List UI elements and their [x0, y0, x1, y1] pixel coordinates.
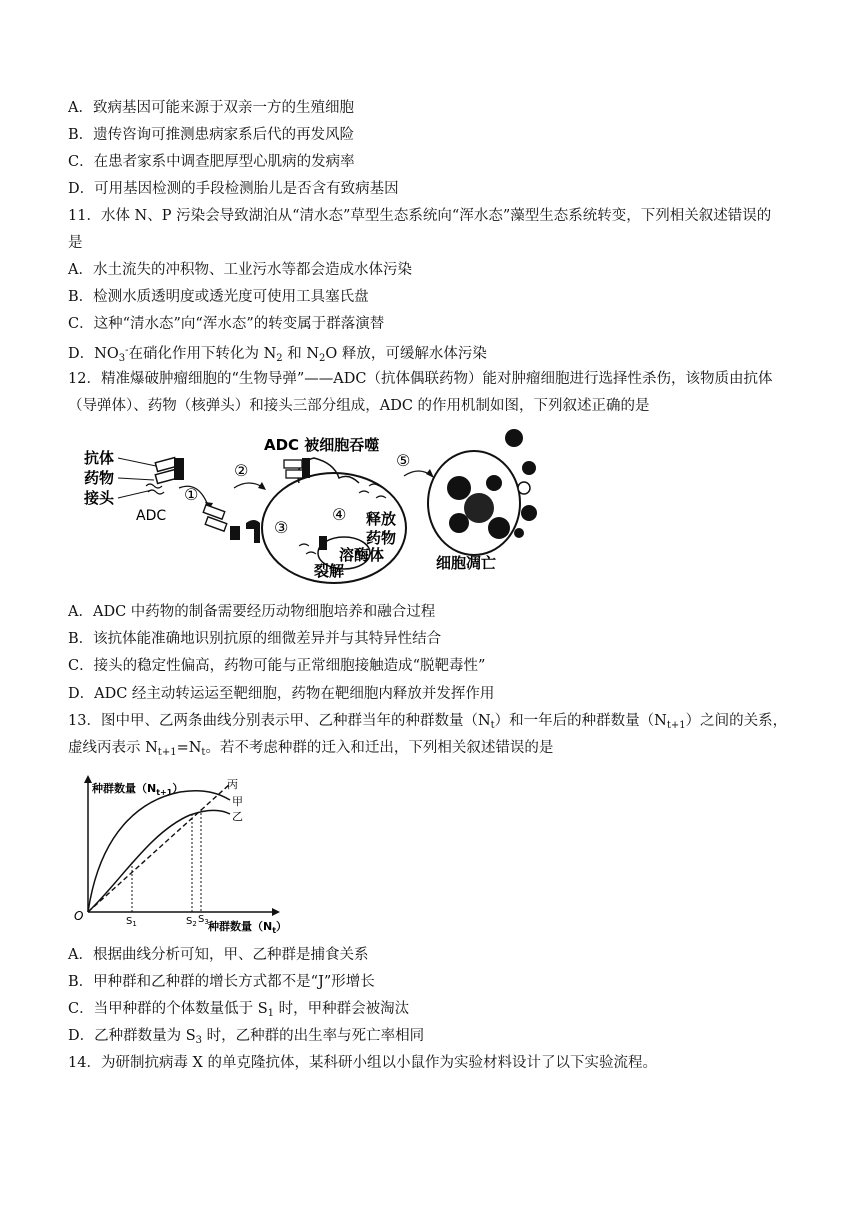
label-release-2: 药物 — [366, 529, 397, 547]
q12-stem-line1: 12．精准爆破肿瘤细胞的“生物导弹”——ADC（抗体偶联药物）能对肿瘤细胞进行选择性杀伤，该物质由抗体 — [68, 371, 773, 387]
q11-stem-line2: 是 — [68, 235, 83, 251]
adc-molecule-icon — [146, 458, 184, 494]
label-engulf: ADC 被细胞吞噬 — [264, 436, 380, 454]
q13-option-a: A．根据曲线分析可知，甲、乙种群是捕食关系 — [68, 947, 369, 963]
s3-label: $S_3$ — [198, 914, 209, 926]
q10-option-d: D．可用基因检测的手段检测胎儿是否含有致病基因 — [68, 181, 399, 197]
q12-option-d: D．ADC 经主动转运运至靶细胞，药物在靶细胞内释放并发挥作用 — [68, 686, 495, 702]
y-axis-label: 种群数量$(N_{t+1})$ — [92, 782, 184, 797]
s2-label: $S_2$ — [186, 916, 197, 928]
origin-label: O — [74, 909, 84, 923]
adc-molecule-icon — [203, 505, 240, 540]
population-curve-figure — [70, 772, 300, 934]
label-antibody: 抗体 — [84, 449, 115, 467]
q13-stem-line1: 13．图中甲、乙两条曲线分别表示甲、乙种群当年的种群数量$(N_t)$和一年后的种群数量$(N_{t+1})$之间的关系， — [68, 713, 788, 731]
label-apoptosis: 细胞凋亡 — [436, 554, 497, 572]
receptor-icon — [246, 520, 260, 543]
apoptotic-cell-icon — [428, 429, 537, 555]
step-3-label: ③ — [274, 518, 289, 537]
engulfed-adc-icon — [284, 458, 310, 478]
adc-mechanism-figure — [74, 428, 554, 588]
step-5-label: ⑤ — [396, 451, 411, 470]
q13-option-d: D．乙种群数量为 $S_3$ 时，乙种群的出生率与死亡率相同 — [68, 1028, 425, 1046]
q12-option-c: C．接头的稳定性偏高，药物可能与正常细胞接触造成“脱靶毒性” — [68, 658, 486, 674]
curve-jia-label: 甲 — [232, 795, 243, 808]
step-1-label: ① — [184, 485, 199, 504]
q11-option-b: B．检测水质透明度或透光度可使用工具塞氏盘 — [68, 289, 369, 305]
s1-label: $S_1$ — [126, 916, 137, 928]
label-adc: ADC — [136, 508, 167, 524]
q13-stem-line2: 虚线丙表示 $N_{t+1}=N_t$。若不考虑种群的迁入和迁出，下列相关叙述错误的是 — [68, 740, 554, 758]
label-drug: 药物 — [84, 469, 115, 487]
q12-stem-line2: （导弹体）、药物（核弹头）和接头三部分组成，ADC 的作用机制如图，下列叙述正确的是 — [68, 398, 650, 414]
q10-option-b: B．遗传咨询可推测患病家系后代的再发风险 — [68, 127, 355, 143]
step-4-label: ④ — [332, 505, 347, 524]
q12-option-a: A．ADC 中药物的制备需要经历动物细胞培养和融合过程 — [68, 604, 436, 620]
q11-option-a: A．水土流失的冲积物、工业污水等都会造成水体污染 — [68, 262, 412, 278]
curve-bing-label: 丙 — [227, 778, 238, 791]
q14-stem: 14．为研制抗病毒 X 的单克隆抗体，某科研小组以小鼠作为实验材料设计了以下实验流程。 — [68, 1055, 657, 1071]
curve-yi — [88, 810, 230, 912]
q11-stem-line1: 11．水体 N、P 污染会导致湖泊从“清水态”草型生态系统向“浑水态”藻型生态系统转变，下列相关叙述错误的 — [68, 208, 772, 224]
label-release-1: 释放 — [366, 510, 397, 528]
curve-jia — [88, 791, 230, 912]
step-2-label: ② — [234, 461, 249, 480]
label-lyse: 裂解 — [314, 562, 345, 580]
q10-option-a: A．致病基因可能来源于双亲一方的生殖细胞 — [68, 100, 354, 116]
x-axis-label: 种群数量$(N_t)$ — [208, 920, 288, 934]
label-lysosome: 溶酶体 — [339, 546, 385, 564]
curve-yi-label: 乙 — [232, 810, 243, 823]
curve-bing — [88, 784, 230, 912]
q13-option-b: B．甲种群和乙种群的增长方式都不是“J”形增长 — [68, 974, 375, 990]
label-linker: 接头 — [84, 489, 115, 507]
q13-option-c: C．当甲种群的个体数量低于 $S_1$ 时，甲种群会被淘汰 — [68, 1001, 410, 1019]
q11-option-c: C．这种“清水态”向“浑水态”的转变属于群落演替 — [68, 316, 385, 332]
q11-option-d: D．$NO_3^-$在硝化作用下转化为 $N_2$ 和 $N_2O$ 释放，可缓解水体污染 — [68, 345, 487, 364]
q10-option-c: C．在患者家系中调查肥厚型心肌病的发病率 — [68, 154, 355, 170]
q12-option-b: B．该抗体能准确地识别抗原的细微差异并与其特异性结合 — [68, 631, 442, 647]
